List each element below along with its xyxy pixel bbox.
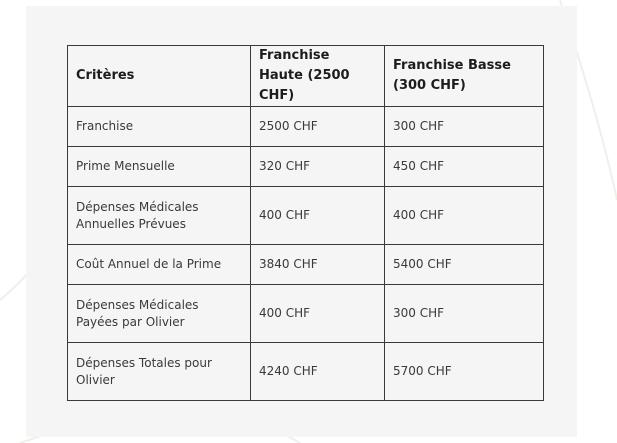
row-label: Coût Annuel de la Prime: [68, 245, 251, 285]
low-deductible-value: 5400 CHF: [385, 245, 544, 285]
table-row: [68, 147, 544, 187]
header-criteria: Critères: [68, 46, 251, 107]
low-deductible-value: 5700 CHF: [385, 343, 544, 401]
low-deductible-value: 400 CHF: [385, 187, 544, 245]
high-deductible-value: 400 CHF: [251, 187, 385, 245]
row-label: Dépenses Médicales Payées par Olivier: [68, 285, 251, 343]
row-label: Franchise: [68, 107, 251, 147]
row-label: Dépenses Médicales Annuelles Prévues: [68, 187, 251, 245]
comparison-table: [67, 45, 544, 401]
low-deductible-value: 300 CHF: [385, 107, 544, 147]
high-deductible-value: 2500 CHF: [251, 107, 385, 147]
table-header-row: [68, 46, 544, 107]
row-label: Dépenses Totales pour Olivier: [68, 343, 251, 401]
table-row: [68, 187, 544, 245]
high-deductible-value: 4240 CHF: [251, 343, 385, 401]
low-deductible-value: 450 CHF: [385, 147, 544, 187]
high-deductible-value: 400 CHF: [251, 285, 385, 343]
table-row: [68, 343, 544, 401]
high-deductible-value: 320 CHF: [251, 147, 385, 187]
table-row: [68, 245, 544, 285]
header-low-deductible: Franchise Basse (300 CHF): [385, 46, 544, 107]
low-deductible-value: 300 CHF: [385, 285, 544, 343]
header-high-deductible: Franchise Haute (2500 CHF): [251, 46, 385, 107]
row-label: Prime Mensuelle: [68, 147, 251, 187]
high-deductible-value: 3840 CHF: [251, 245, 385, 285]
table-row: [68, 107, 544, 147]
table-row: [68, 285, 544, 343]
